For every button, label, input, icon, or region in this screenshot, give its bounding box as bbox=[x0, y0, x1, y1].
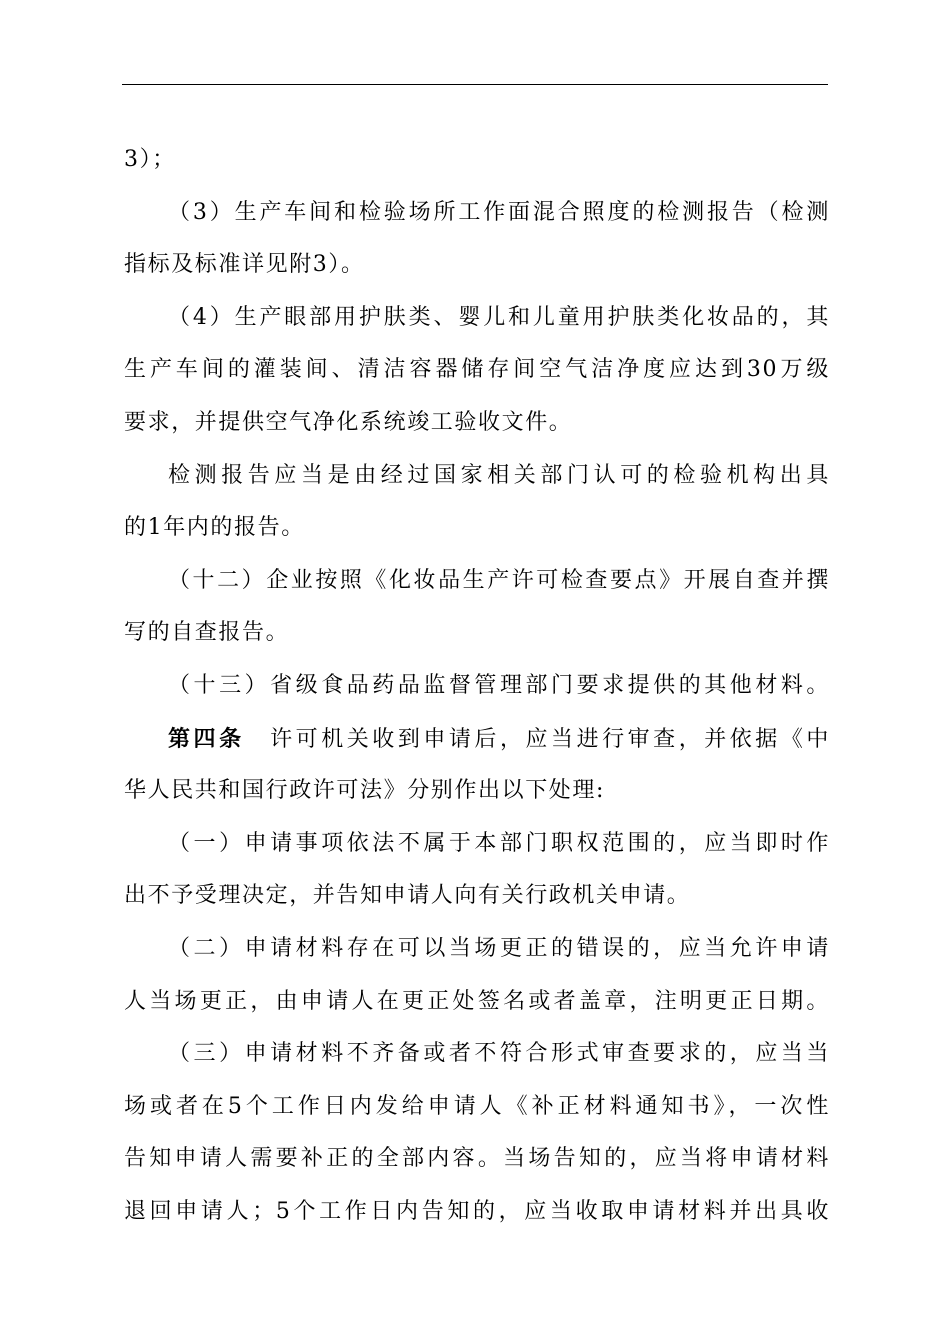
article-heading: 第四条 bbox=[168, 725, 245, 752]
text-line: 出不予受理决定，并告知申请人向有关行政机关申请。 bbox=[124, 883, 691, 909]
text-line: 生产车间的灌装间、清洁容器储存间空气洁净度应达到30万级 bbox=[124, 357, 830, 383]
header-rule bbox=[122, 84, 828, 85]
text-line: 的1年内的报告。 bbox=[124, 515, 305, 541]
text-line: 检测报告应当是由经过国家相关部门认可的检验机构出具 bbox=[168, 462, 830, 488]
text-line: 写的自查报告。 bbox=[124, 620, 290, 646]
text-line: （十三）省级食品药品监督管理部门要求提供的其他材料。 bbox=[168, 672, 830, 698]
text-line bbox=[124, 717, 830, 770]
article-text: 许可机关收到申请后，应当进行审查，并依据《中 bbox=[244, 726, 830, 752]
text-line: （4）生产眼部用护肤类、婴儿和儿童用护肤类化妆品的，其 bbox=[168, 304, 830, 330]
text-line: 人当场更正，由申请人在更正处签名或者盖章，注明更正日期。 bbox=[124, 988, 830, 1014]
text-line: （一）申请事项依法不属于本部门职权范围的，应当即时作 bbox=[168, 830, 830, 856]
text-line: （十二）企业按照《化妆品生产许可检查要点》开展自查并撰 bbox=[168, 567, 830, 593]
text-line: （三）申请材料不齐备或者不符合形式审查要求的，应当当 bbox=[168, 1041, 830, 1067]
document-body bbox=[124, 138, 830, 1242]
text-line: 场或者在5个工作日内发给申请人《补正材料通知书》，一次性 bbox=[124, 1093, 830, 1119]
text-line: 告知申请人需要补正的全部内容。当场告知的，应当将申请材料 bbox=[124, 1146, 830, 1172]
text-line: 华人民共和国行政许可法》分别作出以下处理: bbox=[124, 778, 606, 804]
text-line: 要求，并提供空气净化系统竣工验收文件。 bbox=[124, 409, 573, 435]
text-line: （二）申请材料存在可以当场更正的错误的，应当允许申请 bbox=[168, 935, 830, 961]
text-line: 指标及标准详见附3）。 bbox=[124, 252, 365, 278]
text-line: （3）生产车间和检验场所工作面混合照度的检测报告（检测 bbox=[168, 199, 830, 225]
text-line: 退回申请人；5个工作日内告知的，应当收取申请材料并出具收 bbox=[124, 1198, 830, 1224]
text-line: 3）； bbox=[124, 147, 176, 172]
